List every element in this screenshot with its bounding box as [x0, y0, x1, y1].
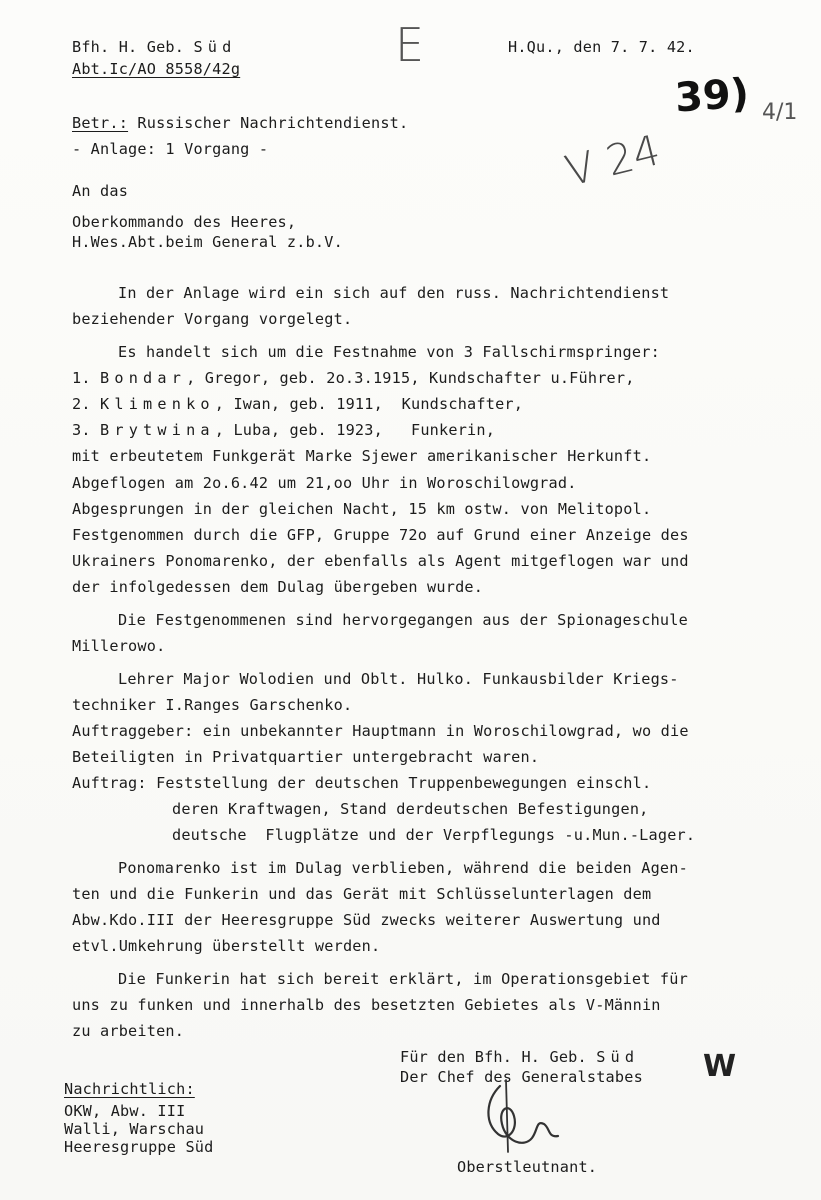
signature-line-1: Für den Bfh. H. Geb. Süd	[400, 1048, 640, 1066]
body-line: Abw.Kdo.III der Heeresgruppe Süd zwecks weiterer Auswertung und	[72, 911, 661, 929]
body-line: zu arbeiten.	[72, 1022, 185, 1040]
body-line: etvl.Umkehrung überstellt werden.	[72, 937, 381, 955]
body-line: Ukrainers Ponomarenko, der ebenfalls als Agent mitgeflogen war und	[72, 552, 689, 570]
list-item-brytwina: 3. Brytwina, Luba, geb. 1923, Funkerin,	[72, 421, 496, 439]
list-item-bondar: 1. Bondar, Gregor, geb. 2o.3.1915, Kundschafter u.Führer,	[72, 369, 635, 387]
signature-line-2: Der Chef des Generalstabes	[400, 1068, 643, 1086]
body-line: der infolgedessen dem Dulag übergeben wurde.	[72, 578, 484, 596]
body-line: deren Kraftwagen, Stand derdeutschen Befestigungen,	[172, 800, 649, 818]
place-date: H.Qu., den 7. 7. 42.	[508, 38, 695, 56]
body-line: ten und die Funkerin und das Gerät mit Schlüsselunterlagen dem	[72, 885, 652, 903]
body-line: Beteiligten in Privatquartier untergebracht waren.	[72, 748, 540, 766]
body-line: Abgeflogen am 2o.6.42 um 21,oo Uhr in Woroschilowgrad.	[72, 474, 577, 492]
sender-line-1: Bfh. H. Geb. Süd	[72, 38, 237, 56]
handwritten-e-mark: E	[395, 18, 425, 72]
handwritten-fraction: 4/1	[762, 100, 798, 125]
distribution-line-1: OKW, Abw. III	[64, 1102, 186, 1120]
body-line: techniker I.Ranges Garschenko.	[72, 696, 353, 714]
body-line: Auftrag: Feststellung der deutschen Truppenbewegungen einschl.	[72, 774, 652, 792]
recipient-line-1: An das	[72, 182, 129, 200]
body-line: Ponomarenko ist im Dulag verblieben, während die beiden Agen-	[118, 859, 688, 877]
handwritten-initial: W	[703, 1049, 737, 1084]
body-line: In der Anlage wird ein sich auf den russ. Nachrichtendienst	[118, 284, 670, 302]
body-line: uns zu funken und innerhalb des besetzten Gebietes als V-Männin	[72, 996, 661, 1014]
file-reference: Abt.Ic/AO 8558/42g	[72, 60, 241, 78]
signature-rank: Oberstleutnant.	[457, 1158, 598, 1176]
recipient-line-2: Oberkommando des Heeres,	[72, 213, 297, 231]
body-line: Es handelt sich um die Festnahme von 3 Fallschirmspringer:	[118, 343, 660, 361]
distribution-line-3: Heeresgruppe Süd	[64, 1138, 214, 1156]
body-line: Lehrer Major Wolodien und Oblt. Hulko. Funkausbilder Kriegs-	[118, 670, 679, 688]
subject-line: Betr.: Russischer Nachrichtendienst.	[72, 114, 409, 132]
body-line: Die Funkerin hat sich bereit erklärt, im Operationsgebiet für	[118, 970, 688, 988]
body-line: Millerowo.	[72, 637, 166, 655]
body-line: Abgesprungen in der gleichen Nacht, 15 km ostw. von Melitopol.	[72, 500, 652, 518]
body-line: Die Festgenommenen sind hervorgegangen aus der Spionageschule	[118, 611, 688, 629]
handwritten-signature-icon	[478, 1078, 568, 1158]
body-line: deutsche Flugplätze und der Verpflegungs -u.Mun.-Lager.	[172, 826, 696, 844]
body-line: Auftraggeber: ein unbekannter Hauptmann in Woroschilowgrad, wo die	[72, 722, 689, 740]
distribution-label: Nachrichtlich:	[64, 1080, 195, 1098]
handwritten-number-39: 39)	[673, 70, 751, 122]
body-line: Festgenommen durch die GFP, Gruppe 72o auf Grund einer Anzeige des	[72, 526, 689, 544]
recipient-line-3: H.Wes.Abt.beim General z.b.V.	[72, 233, 343, 251]
distribution-line-2: Walli, Warschau	[64, 1120, 205, 1138]
body-line: beziehender Vorgang vorgelegt.	[72, 310, 353, 328]
annex-line: - Anlage: 1 Vorgang -	[72, 140, 269, 158]
list-item-klimenko: 2. Klimenko, Iwan, geb. 1911, Kundschafter,	[72, 395, 524, 413]
handwritten-v24-mark: V 24	[560, 125, 665, 196]
body-line: mit erbeutetem Funkgerät Marke Sjewer amerikanischer Herkunft.	[72, 447, 652, 465]
